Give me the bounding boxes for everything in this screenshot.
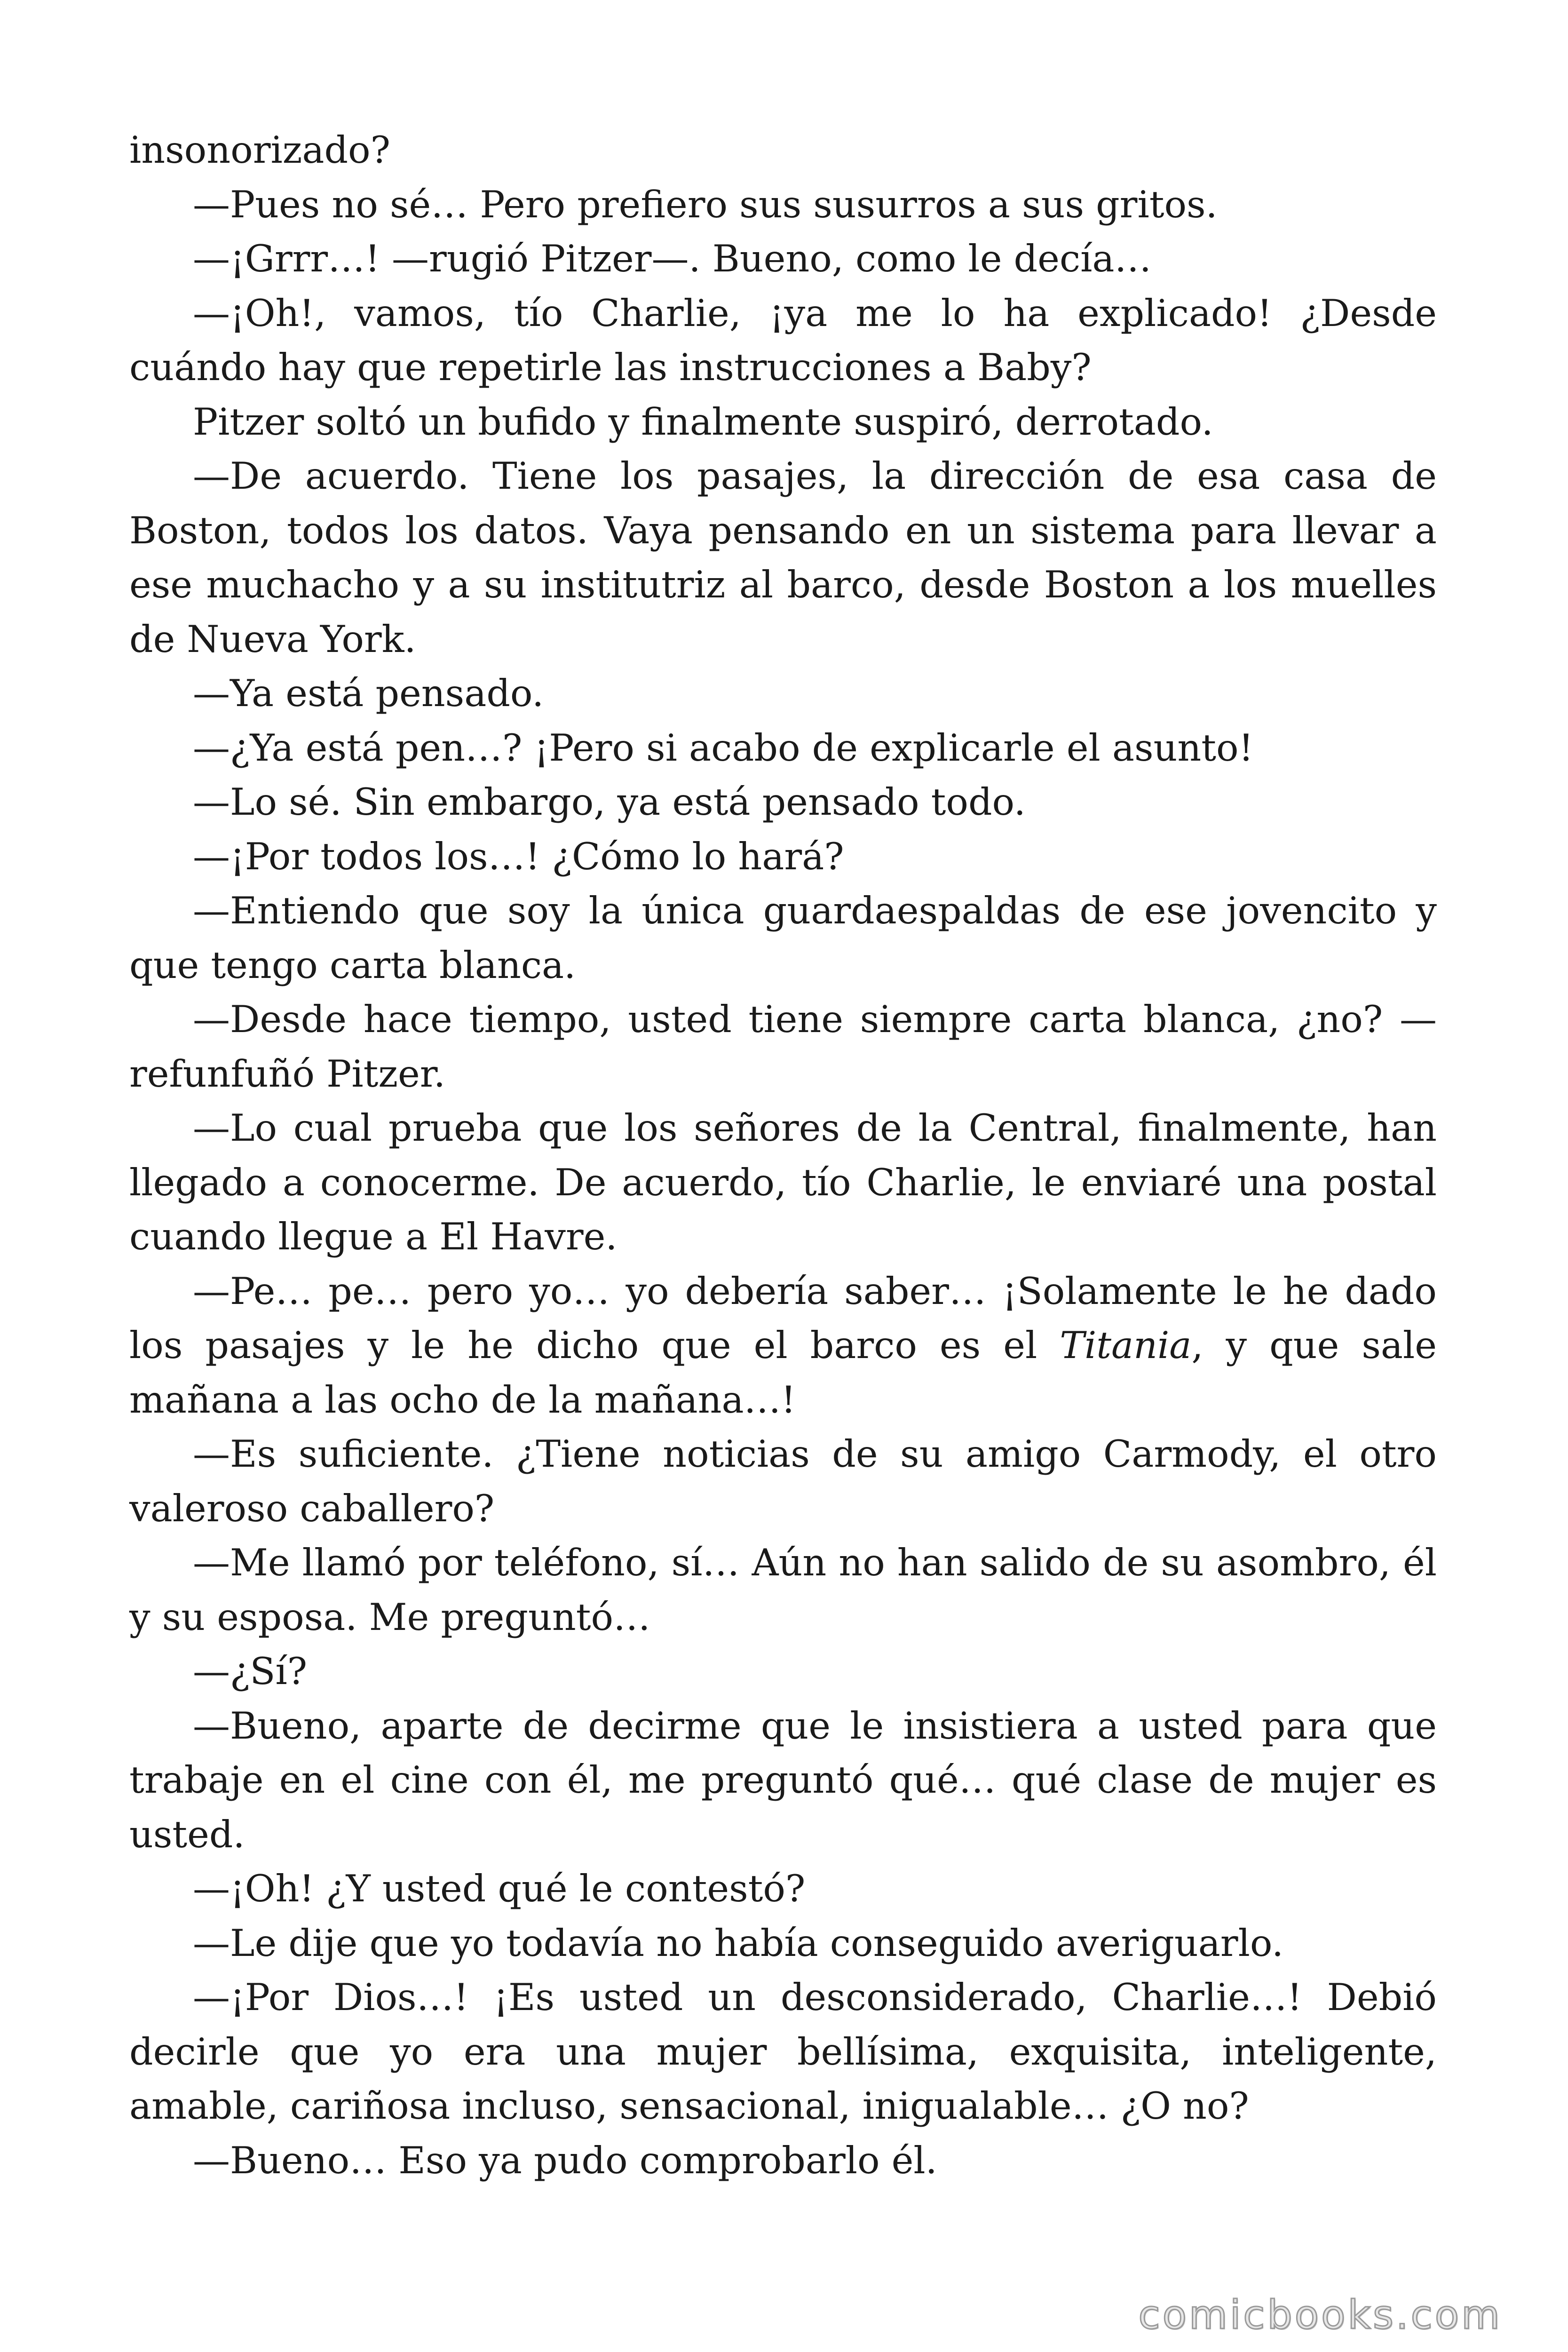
watermark: comicbooks.com xyxy=(1138,2292,1502,2338)
paragraph-16: —Me llamó por teléfono, sí… Aún no han salido de su asombro, él y su esposa. Me preguntó… xyxy=(129,1541,1437,1639)
paragraph-8: —¿Ya está pen…? ¡Pero si acabo de explicarle el asunto! xyxy=(193,726,1254,770)
paragraph-12: —Desde hace tiempo, usted tiene siempre carta blanca, ¿no? —refunfuñó Pitzer. xyxy=(129,998,1437,1096)
paragraph-4: —¡Oh!, vamos, tío Charlie, ¡ya me lo ha explicado! ¿Desde cuándo hay que repetirle las instrucciones a Baby? xyxy=(129,291,1437,389)
paragraph-2: —Pues no sé… Pero prefiero sus susurros a sus gritos. xyxy=(193,183,1218,226)
paragraph-17: —¿Sí? xyxy=(193,1650,308,1693)
paragraph-11: —Entiendo que soy la única guardaespaldas de ese jovencito y que tengo carta blanca. xyxy=(129,889,1437,987)
paragraph-22: —Bueno… Eso ya pudo comprobarlo él. xyxy=(193,2138,937,2182)
paragraph-1: insonorizado? xyxy=(129,128,390,172)
paragraph-5: Pitzer soltó un bufido y finalmente suspiró, derrotado. xyxy=(193,400,1213,444)
paragraph-3: —¡Grrr…! —rugió Pitzer—. Bueno, como le decía… xyxy=(193,237,1152,280)
paragraph-7: —Ya está pensado. xyxy=(193,672,544,715)
paragraph-18: —Bueno, aparte de decirme que le insistiera a usted para que trabaje en el cine con él, me preguntó qué… qué clase de mujer es usted. xyxy=(129,1704,1437,1856)
paragraph-14 xyxy=(129,1264,1437,1428)
paragraph-6: —De acuerdo. Tiene los pasajes, la dirección de esa casa de Boston, todos los datos. Vaya pensando en un sistema para llevar a ese muchacho y a su institutriz al barco, desde Boston a los muelles de Nueva York. xyxy=(129,454,1437,661)
paragraph-15: —Es suficiente. ¿Tiene noticias de su amigo Carmody, el otro valeroso caballero? xyxy=(129,1432,1437,1530)
paragraph-21: —¡Por Dios…! ¡Es usted un desconsiderado, Charlie…! Debió decirle que yo era una mujer bellísima, exquisita, inteligente, amable, cariñosa incluso, sensacional, inigualable… ¿O no? xyxy=(129,1976,1437,2128)
paragraph-10: —¡Por todos los…! ¿Cómo lo hará? xyxy=(193,834,844,878)
paragraph-13: —Lo cual prueba que los señores de la Central, finalmente, han llegado a conocerme. De acuerdo, tío Charlie, le enviaré una postal cuando llegue a El Havre. xyxy=(129,1106,1437,1258)
paragraph-9: —Lo sé. Sin embargo, ya está pensado todo. xyxy=(193,780,1026,824)
paragraph-19: —¡Oh! ¿Y usted qué le contestó? xyxy=(193,1867,806,1910)
ship-name-italic: Titania xyxy=(1060,1324,1192,1367)
paragraph-20: —Le dije que yo todavía no había conseguido averiguarlo. xyxy=(193,1921,1284,1965)
paragraph-14-before: —Pe… pe… pero yo… yo debería saber… ¡Solamente le he dado los pasajes y le he dicho que el barco es el xyxy=(129,1269,1437,1367)
body-text xyxy=(129,123,1437,2188)
paragraph-14-after: , y que sale mañana a las ocho de la mañana…! xyxy=(129,1324,1437,1422)
